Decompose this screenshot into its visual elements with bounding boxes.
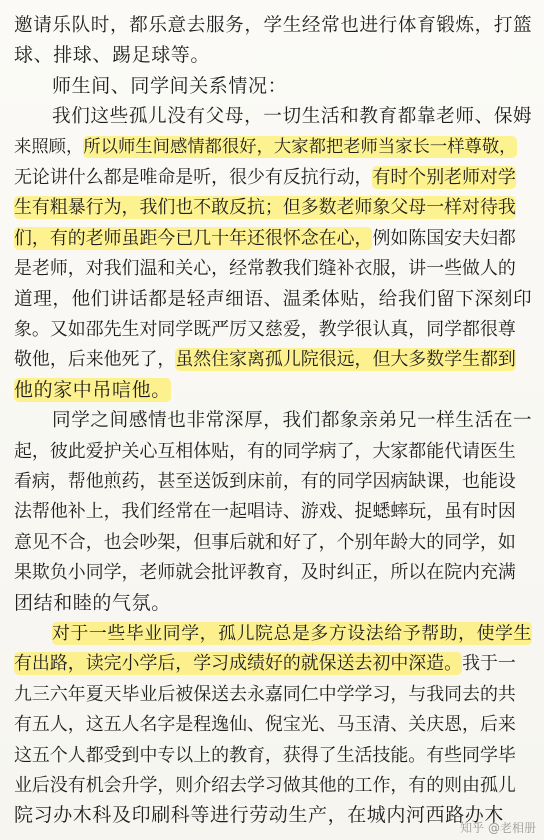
text-line: 起，彼此爱护关心互相体贴，有的同学病了，大家都能代请医生 (14, 440, 516, 462)
text-line: 有出路，读完小学后，学习成绩好的就保送去初中深造。我于一 (14, 653, 516, 675)
text-line: 同学之间感情也非常深厚，我们都象亲弟兄一样生活在一 (52, 410, 533, 432)
text-line: 九三六年夏天毕业后被保送去永嘉同仁中学学习，与我同去的共 (14, 683, 516, 705)
text-line: 我们这些孤儿没有父母，一切生活和教育都靠老师、保姆 (52, 106, 533, 128)
text-line: 象。又如邵先生对同学既严厉又慈爱，教学很认真，同学都很尊 (14, 319, 516, 340)
text-line (52, 618, 532, 649)
text-line: 来照顾，所以师生间感情都很好，大家都把老师当家长一样尊敬， (14, 136, 517, 157)
highlighted-text: 生有粗暴行为，我们也不敢反抗；但多数老师象父母一样对待我 (14, 197, 516, 219)
text-line: 法帮他补上，我们经常在一起唱诗、游戏、捉蟋蟀玩，虽有时因 (14, 501, 516, 523)
text-line: 果欺负小同学，老师就会批评教育，及时纠正，所以在院内充满 (14, 562, 516, 584)
highlighted-text: 有出路，读完小学后，学习成绩好的就保送去初中深造。 (14, 653, 463, 675)
text-line (14, 192, 516, 223)
highlighted-text: 虽然住家离孤儿院很远，但大多数学生都到 (175, 349, 516, 371)
text-line: 球、排球、踢足球等。 (14, 44, 211, 67)
text-line: 邀请乐队时，都乐意去服务，学生经常也进行体育锻炼，打篮 (14, 15, 533, 36)
text-line: 这五个人都受到中专以上的教育，获得了生活技能。有些同学毕 (14, 744, 516, 766)
text-line: 意见不合，也会吵架，但事后就和好了，个别年龄大的同学，如 (14, 531, 516, 553)
text-line: 是老师，对我们温和关心，经常教我们缝补衣服，讲一些做人的 (14, 258, 516, 280)
text-line: 无论讲什么都是唯命是听，很少有反抗行动，有时个别老师对学 (14, 167, 516, 188)
highlighted-text: 所以师生间感情都很好，大家都把老师当家长一样尊敬， (83, 136, 517, 157)
watermark: 知乎 @老相册 (460, 821, 536, 835)
text-line: 有五人，这五人名字是程逸仙、倪宝光、马玉清、关庆恩，后来 (14, 714, 516, 736)
highlighted-text: 们，有的老师虽距今已几十年还很怀念在心， (14, 227, 373, 249)
text-line: 们，有的老师虽距今已几十年还很怀念在心，例如陈国安夫妇都 (14, 227, 516, 249)
text-line: 团结和睦的气氛。 (14, 591, 171, 614)
text-line: 看病，帮他煎药，甚至送饭到床前，有的同学因病缺课，也能设 (14, 471, 516, 492)
highlighted-text: 他的家中吊唁他。 (14, 378, 171, 401)
text-line (14, 375, 171, 406)
highlighted-text: 有时个别老师对学 (372, 167, 516, 188)
text-line: 道理，他们讲话都是轻声细语、温柔体贴，给我们留下深刻印 (14, 288, 533, 310)
highlighted-text: 对于一些毕业同学，孤儿院总是多方设法给予帮助，使学生 (52, 623, 532, 644)
text-line: 师生间、同学间关系情况： (52, 74, 288, 97)
text-line: 敬他，后来他死了，虽然住家离孤儿院很远，但大多数学生都到 (14, 349, 516, 371)
text-line: 业后没有机会升学，则介绍去学习做其他的工作，有的则由孤儿 (14, 775, 516, 796)
text-line: 院习办木科及印刷科等进行劳动生产，在城内河西路办木 (14, 804, 505, 827)
